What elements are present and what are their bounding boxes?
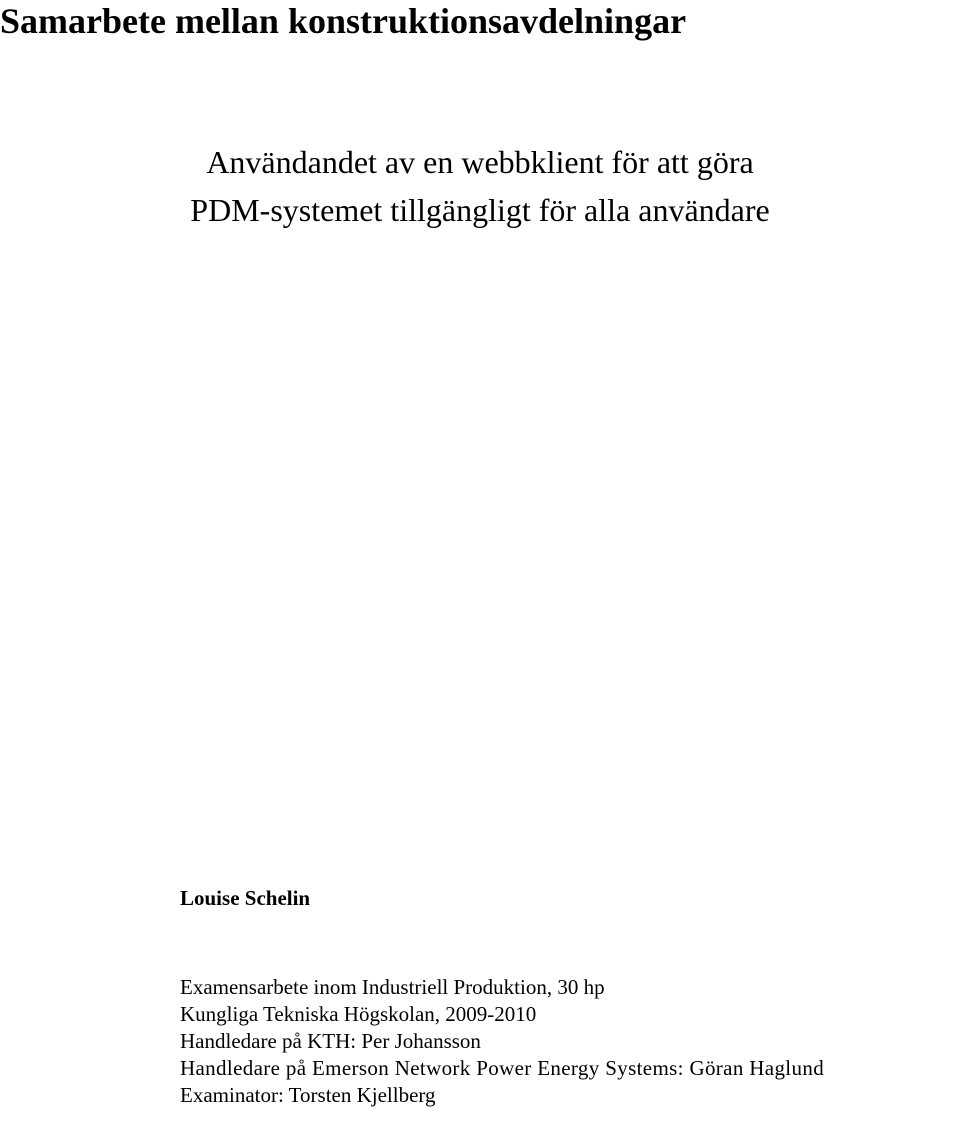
info-line-company-supervisor: Handledare på Emerson Network Power Energy Systems: Göran Haglund [180,1056,825,1080]
thesis-info-list [180,974,824,1109]
subtitle-line-2: PDM-systemet tillgängligt för alla användare [190,192,770,228]
author-name: Louise Schelin [180,886,311,910]
document-title: Samarbete mellan konstruktionsavdelningar [0,1,687,41]
document-subtitle [0,138,960,234]
info-line-kth-supervisor: Handledare på KTH: Per Johansson [180,1029,481,1053]
info-line-examiner: Examinator: Torsten Kjellberg [180,1083,436,1107]
info-line-degree: Examensarbete inom Industriell Produktion, 30 hp [180,975,605,999]
info-line-university: Kungliga Tekniska Högskolan, 2009-2010 [180,1002,537,1026]
subtitle-line-1: Användandet av en webbklient för att göra [206,144,754,180]
